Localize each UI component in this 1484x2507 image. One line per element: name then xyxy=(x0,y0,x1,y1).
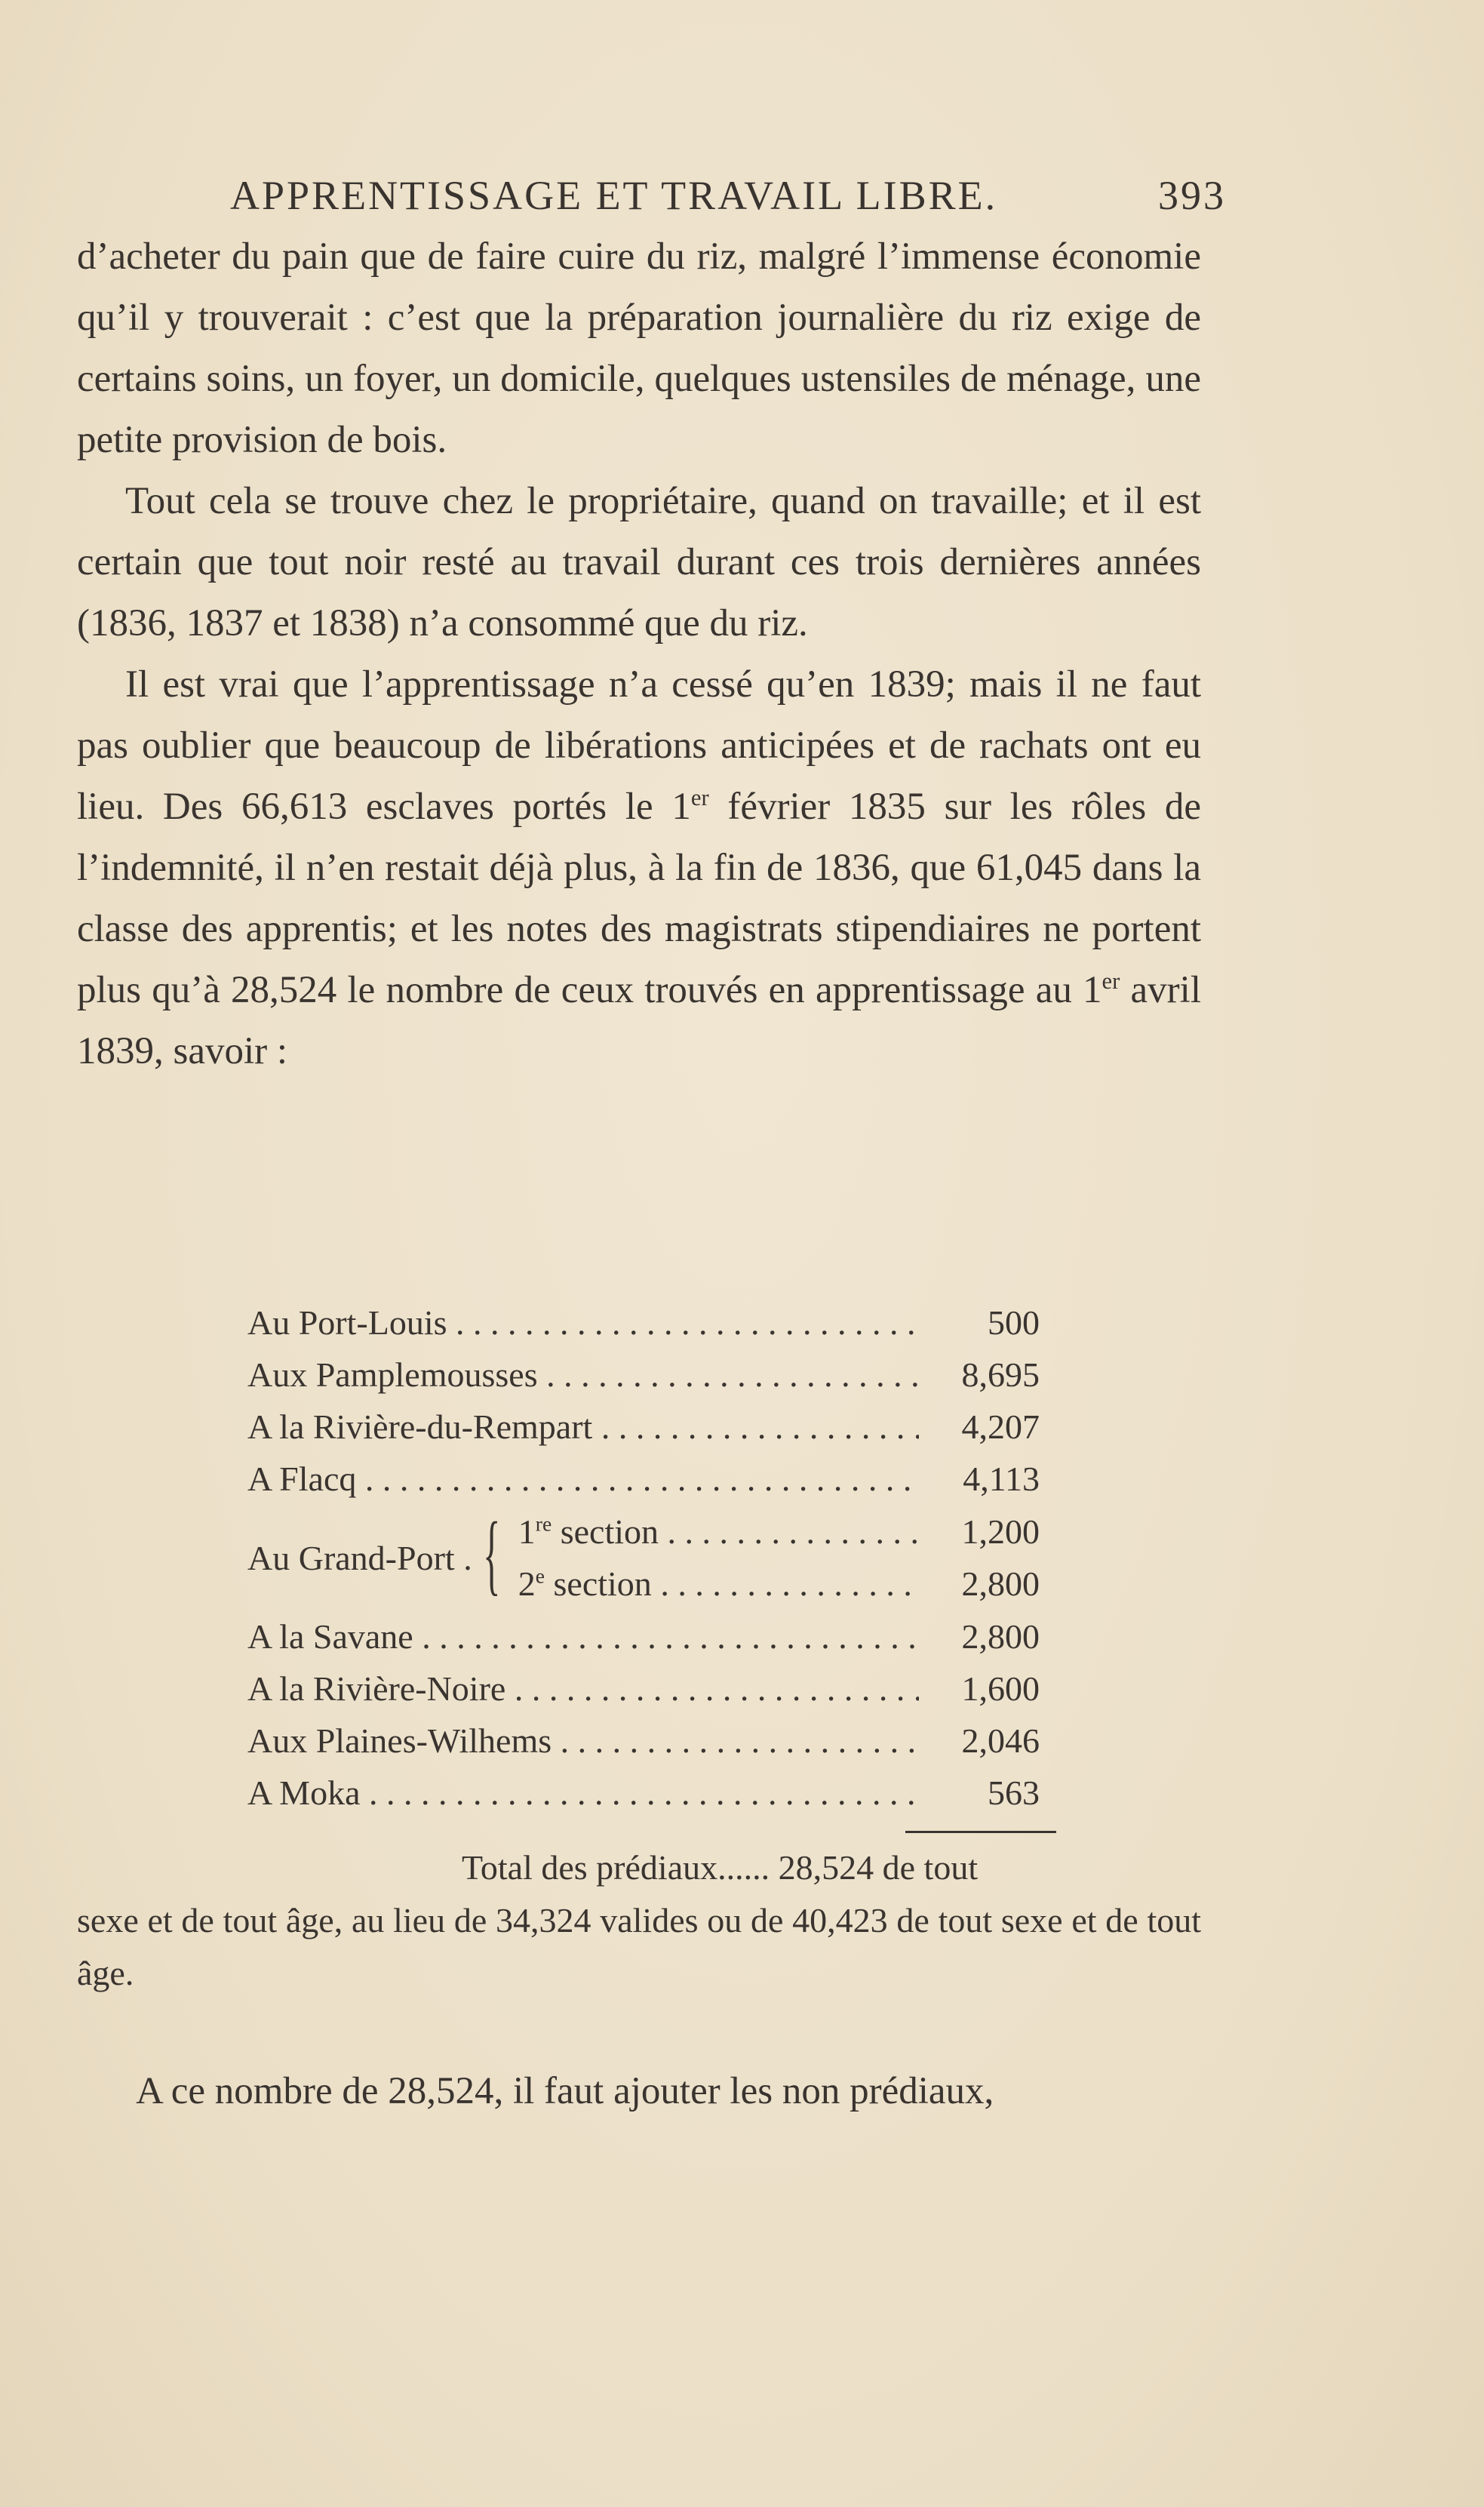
grand-port-sections xyxy=(518,1506,1040,1610)
total-line: Total des prédiaux...... 28,524 de tout xyxy=(462,1848,979,1887)
table-row xyxy=(247,1663,1040,1715)
section-label: section xyxy=(552,1512,659,1551)
page-number: 393 xyxy=(1158,173,1226,218)
section-label: section xyxy=(545,1564,652,1603)
table-row xyxy=(247,1401,1040,1453)
apprentices-table xyxy=(247,1297,1040,1819)
paragraph-3-part-b: février 1835 sur les rôles de l’indemnité, il n’en restait déjà plus, à la fin de 1836, que 61,045 dans la classe des apprentis; et les notes des magistrats stipendiaires ne portent plus qu’à 28,524 le nombre de ceux trouvés en apprentissage au 1 xyxy=(77,786,1201,1011)
district-value: 4,113 xyxy=(963,1460,1040,1498)
paragraph-3 xyxy=(77,654,1201,1082)
total-rule xyxy=(905,1831,1056,1833)
section-name xyxy=(518,1564,919,1604)
brace: { xyxy=(483,1503,501,1604)
section-value: 1,200 xyxy=(961,1512,1040,1551)
table-row xyxy=(247,1715,1040,1767)
header-title: APPRENTISSAGE ET TRAVAIL LIBRE. xyxy=(230,173,998,218)
district-value: 1,600 xyxy=(961,1669,1040,1708)
district-value: 2,800 xyxy=(961,1617,1040,1656)
district-name: A Flacq . . . xyxy=(247,1459,919,1499)
total-rest: sexe et de tout âge, au lieu de 34,324 valides ou de 40,423 de tout sexe et de tout âge. xyxy=(77,1901,1201,1992)
table-row xyxy=(247,1767,1040,1819)
district-value: 563 xyxy=(988,1773,1040,1812)
district-name: Aux Pamplemousses . . . xyxy=(247,1355,919,1395)
district-name: Aux Plaines-Wilhems . . . xyxy=(247,1721,919,1761)
section-number: 1 xyxy=(518,1512,536,1551)
table-row xyxy=(247,1453,1040,1505)
grand-port-group xyxy=(247,1505,1040,1610)
district-name: Au Grand-Port . . . xyxy=(247,1538,470,1578)
closing-paragraph: A ce nombre de 28,524, il faut ajouter les non prédiaux, xyxy=(136,2070,994,2112)
district-value: 8,695 xyxy=(961,1355,1040,1394)
paragraph-2: Tout cela se trouve chez le propriétaire, quand on travaille; et il est certain que tout noir resté au travail durant ces trois dernières années (1836, 1837 et 1838) n’a consommé que du riz. xyxy=(77,480,1201,644)
district-value: 2,046 xyxy=(961,1721,1040,1760)
district-value: 4,207 xyxy=(961,1407,1040,1446)
district-name: A la Savane . . . xyxy=(247,1616,919,1656)
paragraph-1: d’acheter du pain que de faire cuire du riz, malgré l’immense économie qu’il y trouverait : c’est que la préparation journalière du riz exige de certains soins, un foyer, un domicile, quelques ustensiles de ménage, une petite provision de bois. xyxy=(77,235,1201,461)
district-name: A Moka . . . xyxy=(247,1773,919,1813)
table-row xyxy=(518,1506,1040,1558)
table-row xyxy=(247,1297,1040,1349)
superscript-er-1: er xyxy=(690,785,709,811)
section-value: 2,800 xyxy=(961,1564,1040,1603)
district-name: A la Rivière-du-Rempart . . . xyxy=(247,1407,919,1447)
table-row xyxy=(247,1610,1040,1663)
superscript-er-2: er xyxy=(1101,968,1120,994)
section-number: 2 xyxy=(518,1564,536,1603)
section-sup: re xyxy=(535,1512,552,1536)
district-name: Au Port-Louis . . . xyxy=(247,1303,919,1343)
district-name: A la Rivière-Noire . . . xyxy=(247,1669,919,1709)
paragraph-3-part-c: avril 1839, savoir : xyxy=(77,969,1201,1072)
table-row xyxy=(247,1349,1040,1401)
running-header xyxy=(230,172,1226,219)
body-text xyxy=(77,226,1201,1082)
section-name xyxy=(518,1512,919,1552)
paragraph-3-part-a: Il est vrai que l’apprentissage n’a cessé qu’en 1839; mais il ne faut pas oublier que beaucoup de libérations anticipées et de rachats ont eu lieu. Des 66,613 esclaves portés le 1 xyxy=(77,663,1201,828)
section-sup: e xyxy=(535,1564,545,1588)
table-row xyxy=(518,1558,1040,1610)
district-value: 500 xyxy=(988,1303,1040,1342)
total-paragraph xyxy=(77,1841,1201,2000)
